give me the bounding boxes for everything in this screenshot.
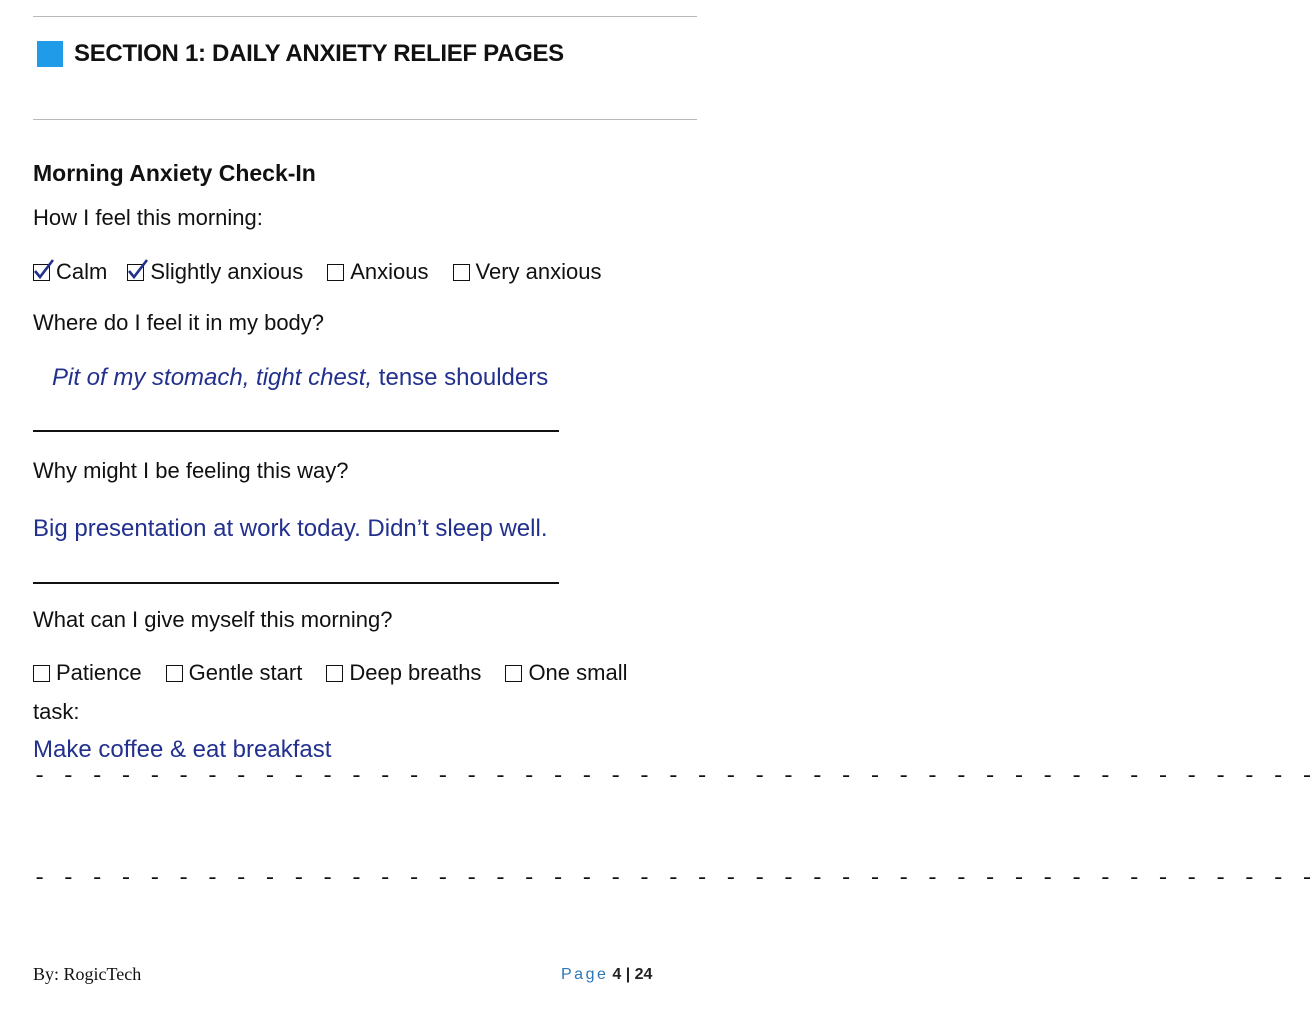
feel-question: How I feel this morning: <box>33 205 263 230</box>
give-option-patience[interactable] <box>33 660 142 686</box>
section-title-text: SECTION 1: DAILY ANXIETY RELIEF PAGES <box>74 40 564 67</box>
give-question: What can I give myself this morning? <box>33 607 393 632</box>
give-option-label: One small <box>528 660 628 685</box>
page-number: 4 | 24 <box>612 966 653 983</box>
give-option-wrap-text: task: <box>33 699 80 724</box>
footer-page <box>561 966 652 984</box>
body-answer-line <box>33 430 559 432</box>
footer-author: By: RogicTech <box>33 964 142 984</box>
feel-option-label: Calm <box>56 259 108 284</box>
checkbox-icon[interactable] <box>453 264 470 281</box>
checkbox-checked-icon[interactable] <box>127 264 144 281</box>
feel-option-label: Very anxious <box>475 259 602 284</box>
checkbox-icon[interactable] <box>33 665 50 682</box>
body-answer-part2: tense shoulders <box>378 364 549 391</box>
give-options <box>33 660 627 686</box>
top-divider <box>33 16 697 17</box>
body-question: Where do I feel it in my body? <box>33 310 325 335</box>
give-option-label: Gentle start <box>188 660 303 685</box>
blue-square-icon <box>37 41 63 67</box>
feel-option-slightly-anxious[interactable] <box>127 259 303 285</box>
feel-options <box>33 259 601 285</box>
body-answer-part1: Pit of my stomach, tight chest, <box>52 364 373 391</box>
feel-option-anxious[interactable] <box>327 259 428 285</box>
why-question: Why might I be feeling this way? <box>33 458 349 483</box>
feel-option-calm[interactable] <box>33 259 107 285</box>
give-answer: Make coffee & eat breakfast <box>33 736 332 763</box>
give-answer-dashed-line: - - - - - - - - - - - - - - - - - - - - - - - - - - - - - - - - - - - - - - - - - - - - - <box>33 764 1315 789</box>
page-word: Page <box>561 966 609 983</box>
give-option-one-small[interactable] <box>505 660 627 686</box>
section-divider <box>33 119 697 120</box>
why-answer-line <box>33 582 559 584</box>
feel-option-label: Anxious <box>350 259 429 284</box>
give-option-label: Deep breaths <box>349 660 482 685</box>
checkbox-checked-icon[interactable] <box>33 264 50 281</box>
checkbox-icon[interactable] <box>327 264 344 281</box>
feel-option-very-anxious[interactable] <box>453 259 602 285</box>
checkbox-icon[interactable] <box>505 665 522 682</box>
section-title <box>37 40 564 68</box>
give-option-gentle-start[interactable] <box>166 660 303 686</box>
body-answer <box>52 364 548 392</box>
checkin-heading: Morning Anxiety Check-In <box>33 160 316 186</box>
feel-option-label: Slightly anxious <box>150 259 304 284</box>
extra-dashed-line: - - - - - - - - - - - - - - - - - - - - - - - - - - - - - - - - - - - - - - - - - - - - - <box>33 866 1315 891</box>
checkbox-icon[interactable] <box>326 665 343 682</box>
why-answer: Big presentation at work today. Didn’t sleep well. <box>33 515 548 542</box>
give-option-label: Patience <box>56 660 142 685</box>
give-option-deep-breaths[interactable] <box>326 660 481 686</box>
checkbox-icon[interactable] <box>166 665 183 682</box>
